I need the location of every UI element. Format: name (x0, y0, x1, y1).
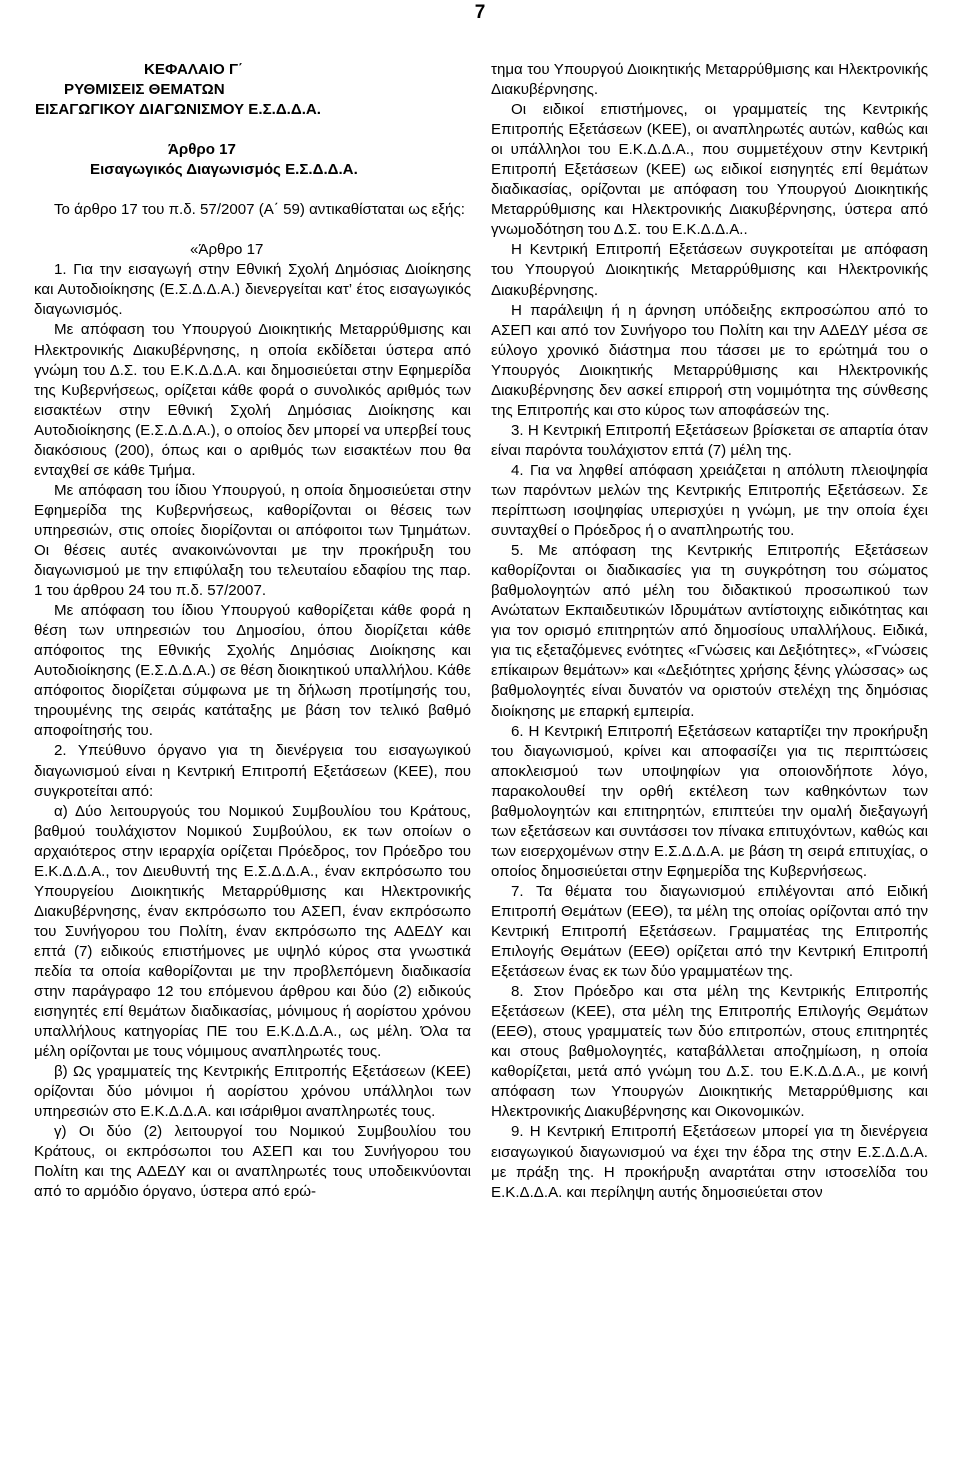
paragraph: 4. Για να ληφθεί απόφαση χρειάζεται η απόλυτη πλειοψηφία των παρόντων μελών της Κεντρικής Επιτροπής Εξετάσεων. Σε περίπτωση ισοψηφίας υπερισχύει η γνώμη, με την οποία έχει συνταχθεί ο Πρόεδρος ή ο αναπληρωτής του. (491, 461, 928, 540)
paragraph: Η παράλειψη ή η άρνηση υπόδειξης εκπροσώπου από το ΑΣΕΠ και από τον Συνήγορο του Πολίτη και την ΑΔΕΔΥ μέσα σε εύλογο χρονικό διάστημα που τάσσει με το ερώτημά του ο Υπουργός Διοικητικής Μεταρρύθμισης και Ηλεκτρονικής Διακυβέρνησης δεν ασκεί επιρροή στη νομιμότητα της σύνθεσης της Επιτροπής και στο κύρος των αποφάσεών της. (491, 301, 928, 419)
paragraph: Με απόφαση του ίδιου Υπουργού καθορίζεται κάθε φορά η θέση των υπηρεσιών του Δημοσίου, όπου διορίζεται κάθε απόφοιτος της Εθνικής Σχολής Δημόσιας Διοίκησης και Αυτοδιοίκησης (Ε.Σ.Δ.Δ.Α.) σε θέση διοικητικού υπαλλήλου. Κάθε απόφοιτος διορίζεται σύμφωνα με τη δήλωση προτίμησής του, τηρουμένης της σειράς κατάταξης με βάση τον τελικό βαθμό αποφοίτησής του. (34, 602, 471, 740)
paragraph: τημα του Υπουργού Διοικητικής Μεταρρύθμισης και Ηλεκτρονικής Διακυβέρνησης. (491, 61, 928, 99)
article-title-line: Εισαγωγικός Διαγωνισμός Ε.Σ.Δ.Δ.Α. (90, 161, 358, 179)
chapter-heading-line: ΚΕΦΑΛΑΙΟ Γ΄ (144, 61, 244, 78)
paragraph: 6. Η Κεντρική Επιτροπή Εξετάσεων καταρτίζει την προκήρυξη του διαγωνισμού, κρίνει και αποφασίζει για τις περιπτώσεις αποκλεισμού των υποψηφίων για οποιονδήποτε λόγο, παρακολουθεί την ορθή εκτέλεση των καθηκόντων των βαθμολογητών και επιτηρητών, επιπτεύει την ομαλή διεξαγωγή των εξετάσεων και συντάσσει τον πίνακα επιτυχόντων, καθώς και των εισερχομένων στην Ε.Σ.Δ.Δ.Α. με βάση τη σειρά επιτυχίας, ο οποίος δημοσιεύεται στην Εφημερίδα της Κυβερνήσεως. (491, 722, 928, 880)
paragraph: 2. Υπεύθυνο όργανο για τη διενέργεια του εισαγωγικού διαγωνισμού είναι η Κεντρική Επιτροπή Εξετάσεων (ΚΕΕ), που συγκροτείται από: (34, 742, 471, 800)
paragraph: γ) Οι δύο (2) λειτουργοί του Νομικού Συμβουλίου του Κράτους, οι εκπρόσωποι του ΑΣΕΠ και του Συνήγορου του Πολίτη και της ΑΔΕΔΥ και οι αναπληρωτές τους υποδεικνύονται από το αρμόδιο όργανο, ύστερα από ερώ- (34, 1123, 471, 1201)
chapter-heading (34, 60, 471, 120)
paragraph: 5. Με απόφαση της Κεντρικής Επιτροπής Εξετάσεων καθορίζονται οι διαδικασίες για τη συγκρότηση του σώματος βαθμολογητών από μέλη του διδακτικού προσωπικού των Ανώτατων Εκπαιδευτικών Ιδρυμάτων αντίστοιχης ειδικότητας και για τον ορισμό επιτηρητών από δημοσίους υπαλλήλους. Ειδικά, για τις εξεταζόμενες ενότητες «Γνώσεις και Δεξιότητες», «Γνώσεις επίκαιρων θεμάτων» και «Δεξιότητες χρήσης ξένης γλώσσας» ως βαθμολογητές είναι δυνατόν να οριστούν στελέχη της δημόσιας διοίκησης με επαρκή εμπειρία. (491, 542, 928, 720)
paragraph: Με απόφαση του Υπουργού Διοικητικής Μεταρρύθμισης και Ηλεκτρονικής Διακυβέρνησης, η οποία εκδίδεται ύστερα από γνώμη του Δ.Σ. του Ε.Κ.Δ.Δ.Α. και δημοσιεύεται στην Εφημερίδα της Κυβερνήσεως, ορίζεται κάθε φορά ο συνολικός αριθμός των εισακτέων στην Εθνική Σχολή Δημόσιας Διοίκησης και Αυτοδιοίκησης (Ε.Σ.Δ.Δ.Α.), ο οποίος δεν μπορεί να υπερβεί τους διακόσιους (200), όπως και ο αριθμός των εισακτέων που θα ενταχθεί σε κάθε Τμήμα. (34, 321, 471, 479)
right-column (491, 60, 928, 1203)
paragraph: Οι ειδικοί επιστήμονες, οι γραμματείς της Κεντρικής Επιτροπής Εξετάσεων (ΚΕΕ), οι αναπληρωτές αυτών, καθώς και οι υπάλληλοι του Ε.Κ.Δ.Δ.Α., που συμμετέχουν στην Κεντρική Επιτροπή Εξετάσεων (ΚΕΕ) ως ειδικοί εισηγητές επί θεμάτων διαδικασίας, ορίζονται με απόφαση του Υπουργού Διοικητικής Μεταρρύθμισης και Ηλεκτρονικής Διακυβέρνησης, ύστερα από γνωμοδότηση του Δ.Σ. του Ε.Κ.Δ.Δ.Α.. (491, 101, 928, 239)
paragraph: α) Δύο λειτουργούς του Νομικού Συμβουλίου του Κράτους, βαθμού τουλάχιστον Νομικού Συμβούλου, εκ των οποίων ο αρχαιότερος στην ιεραρχία ορίζεται Πρόεδρος, τον Πρόεδρο του Ε.Κ.Δ.Δ.Α., τον Διευθυντή της Ε.Σ.Δ.Δ.Α., έναν εκπρόσωπο του Υπουργείου Διοικητικής Μεταρρύθμισης και Ηλεκτρονικής Διακυβέρνησης, έναν εκπρόσωπο του ΑΣΕΠ, έναν εκπρόσωπο του Συνήγορου του Πολίτη, έναν εκπρόσωπο της ΑΔΕΔΥ και επτά (7) ειδικούς επιστήμονες με υψηλό κύρος στα γνωστικά πεδία τα οποία καθορίζονται με την προβλεπόμενη διαδικασία στην παράγραφο 12 του επόμενου άρθρου και δύο (2) ειδικούς εισηγητές επί θεμάτων διαδικασίας, μόνιμους ή αορίστου χρόνου υπαλλήλους κατηγορίας ΠΕ του Ε.Κ.Δ.Δ.Α., ως μέλη. Όλα τα μέλη ορίζονται με τους νόμιμους αναπληρωτές τους. (34, 802, 471, 1061)
quoted-article-heading: «Άρθρο 17 (190, 241, 264, 259)
paragraph: 8. Στον Πρόεδρο και στα μέλη της Κεντρικής Επιτροπής Εξετάσεων (ΚΕΕ), στα μέλη της Επιτροπής Επιλογής Θεμάτων (ΕΕΘ), στους γραμματείς των δύο επιτροπών, στους επιτηρητές και στους βαθμολογητές, καταβάλλεται αποζημίωση, η οποία καθορίζεται, μετά από γνώμη του Δ.Σ. του Ε.Κ.Δ.Δ.Α., με κοινή απόφαση των Υπουργών Διοικητικής Μεταρρύθμισης και Ηλεκτρονικής Διακυβέρνησης και Οικονομικών. (491, 983, 928, 1121)
article-title (34, 140, 471, 180)
page-number: 7 (474, 2, 486, 23)
paragraph: Η Κεντρική Επιτροπή Εξετάσεων συγκροτείται με απόφαση του Υπουργού Διοικητικής Μεταρρύθμισης και Ηλεκτρονικής Διακυβέρνησης. (491, 241, 928, 299)
paragraph: β) Ως γραμματείς της Κεντρικής Επιτροπής Εξετάσεων (ΚΕΕ) ορίζονται δύο μόνιμοι ή αορίστου χρόνου υπάλληλοι των υπηρεσιών στο Ε.Κ.Δ.Δ.Α. και ισάριθμοι αναπληρωτές τους. (34, 1063, 471, 1121)
paragraph: 1. Για την εισαγωγή στην Εθνική Σχολή Δημόσιας Διοίκησης και Αυτοδιοίκησης (Ε.Σ.Δ.Δ.Α.) διενεργείται κατ’ έτος εισαγωγικός διαγωνισμός. (34, 261, 471, 319)
paragraph: Με απόφαση του ίδιου Υπουργού, η οποία δημοσιεύεται στην Εφημερίδα της Κυβερνήσεως, καθορίζονται οι θέσεις των υπηρεσιών, στις οποίες διορίζονται οι απόφοιτοι των Τμημάτων. Οι θέσεις αυτές ανακοινώνονται με την προκήρυξη του διαγωνισμού με την επιφύλαξη του τελευταίου εδαφίου της παρ. 1 του άρθρου 24 του π.δ. 57/2007. (34, 481, 471, 600)
paragraph: 3. Η Κεντρική Επιτροπή Εξετάσεων βρίσκεται σε απαρτία όταν είναι παρόντα τουλάχιστον επτά (7) μέλη της. (491, 421, 928, 459)
intro-paragraph: Το άρθρο 17 του π.δ. 57/2007 (Α΄ 59) αντικαθίσταται ως εξής: (54, 201, 465, 219)
chapter-heading-line: ΡΥΘΜΙΣΕΙΣ ΘΕΜΑΤΩΝ (64, 81, 225, 99)
left-column (34, 60, 471, 1203)
paragraph: 9. Η Κεντρική Επιτροπή Εξετάσεων μπορεί για τη διενέργεια εισαγωγικού διαγωνισμού να έχει την έδρα της στην Ε.Σ.Δ.Δ.Α. με πράξη της. Η προκήρυξη αναρτάται στην ιστοσελίδα του Ε.Κ.Δ.Δ.Α. και περίληψη αυτής δημοσιεύεται στον (491, 1123, 928, 1201)
paragraph: 7. Τα θέματα του διαγωνισμού επιλέγονται από Ειδική Επιτροπή Θεμάτων (ΕΕΘ), τα μέλη της οποίας ορίζονται από την Κεντρική Επιτροπή Εξετάσεων. Γραμματέας της Επιτροπής Επιλογής Θεμάτων (ΕΕΘ) ορίζεται από την Κεντρική Επιτροπή Εξετάσεων ένας εκ των δύο γραμματέων της. (491, 882, 928, 981)
chapter-heading-line: ΕΙΣΑΓΩΓΙΚΟΥ ΔΙΑΓΩΝΙΣΜΟΥ Ε.Σ.Δ.Δ.Α. (35, 101, 321, 119)
article-title-line: Άρθρο 17 (168, 141, 236, 159)
